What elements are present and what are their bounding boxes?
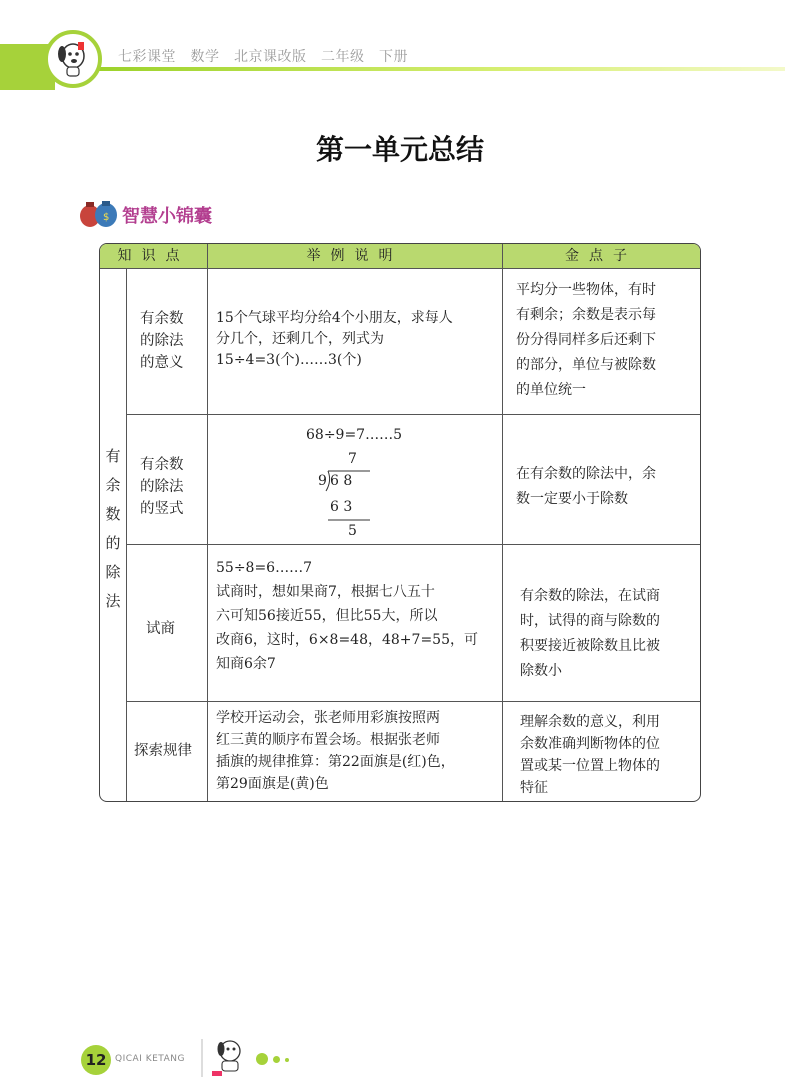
row2-topic-line: 有余数 xyxy=(140,457,184,473)
tip-line: 时，试得的商与除数的 xyxy=(520,613,660,629)
example-line: 改商6，这时，6×8=48，48+7=55，可 xyxy=(216,632,478,648)
tip-line: 有剩余；余数是表示每 xyxy=(516,307,656,323)
example-line: 六可知56接近55，但比55大，所以 xyxy=(216,608,438,624)
footer-dog-mascot-icon xyxy=(200,1035,256,1079)
row2-tip xyxy=(516,462,698,512)
tip-line: 在有余数的除法中，余 xyxy=(516,466,656,482)
tip-line: 平均分一些物体，有时 xyxy=(516,282,656,298)
row1-example xyxy=(216,308,500,371)
svg-text:$: $ xyxy=(103,212,110,223)
example-line: 15÷4=3(个)……3(个) xyxy=(216,352,362,368)
division-divisor: 9 xyxy=(318,473,327,489)
division-equation: 68÷9=7……5 xyxy=(306,427,402,443)
grid-line xyxy=(126,414,701,415)
example-line: 第29面旗是(黄)色 xyxy=(216,776,329,792)
tip-line: 除数小 xyxy=(520,663,562,679)
example-line: 学校开运动会，张老师用彩旗按照两 xyxy=(216,710,440,726)
row3-topic-line: 试商 xyxy=(146,621,175,637)
example-line: 试商时，想如果商7，根据七八五十 xyxy=(216,584,435,600)
row1-topic-line: 的除法 xyxy=(140,333,184,349)
footer-dot xyxy=(256,1053,268,1065)
grid-line xyxy=(126,544,701,545)
footer-brand: QICAI KETANG xyxy=(115,1054,185,1064)
summary-table xyxy=(99,243,701,802)
row4-topic-line: 探索规律 xyxy=(134,743,192,759)
tip-line: 份分得同样多后还剩下 xyxy=(516,332,656,348)
example-line: 插旗的规律推算：第22面旗是(红)色， xyxy=(216,754,455,770)
tip-line: 置或某一位置上物体的 xyxy=(520,758,660,774)
row3-topic xyxy=(146,618,206,640)
row3-tip xyxy=(520,584,700,684)
row2-topic-line: 的竖式 xyxy=(140,501,184,517)
division-product: 6 3 xyxy=(330,499,353,515)
header-tips: 金点子 xyxy=(565,248,637,264)
section-heading xyxy=(78,196,278,230)
grid-line xyxy=(126,268,127,802)
division-remainder: 5 xyxy=(348,523,357,539)
grid-line xyxy=(502,244,503,802)
row2-topic-line: 的除法 xyxy=(140,479,184,495)
tip-line: 特征 xyxy=(520,780,548,796)
header-knowledge-point: 知识点 xyxy=(117,248,190,264)
row2-topic xyxy=(140,454,204,520)
example-line: 红三黄的顺序布置会场。根据张老师 xyxy=(216,732,440,748)
tip-line: 的单位统一 xyxy=(516,382,586,398)
division-bracket xyxy=(290,427,430,542)
tip-line: 数一定要小于除数 xyxy=(516,491,628,507)
example-line: 知商6余7 xyxy=(216,656,276,672)
grid-line xyxy=(207,244,208,802)
dog-mascot-icon xyxy=(48,34,98,84)
tip-line: 有余数的除法，在试商 xyxy=(520,588,660,604)
row1-topic-line: 的意义 xyxy=(140,355,184,371)
row4-tip xyxy=(520,711,700,799)
header-example: 举例说明 xyxy=(306,248,403,264)
tip-line: 积要接近被除数且比被 xyxy=(520,638,660,654)
row1-tip xyxy=(516,278,698,403)
row1-topic xyxy=(140,308,204,374)
section-title: 智慧小锦囊 xyxy=(122,206,212,227)
category-cell xyxy=(100,268,126,801)
category-label: 有余数的除法 xyxy=(103,447,122,622)
footer-dot xyxy=(273,1056,280,1063)
table-header-row xyxy=(100,244,700,269)
tip-line: 余数准确判断物体的位 xyxy=(520,736,660,752)
brocade-bag-icon xyxy=(78,196,120,230)
header-bar xyxy=(95,67,785,71)
row1-topic-line: 有余数 xyxy=(140,311,184,327)
row2-example xyxy=(290,427,430,542)
page-title: 第一单元总结 xyxy=(315,133,484,166)
row4-example xyxy=(216,707,500,795)
grid-line xyxy=(126,701,701,702)
tip-line: 理解余数的意义，利用 xyxy=(520,714,660,730)
header-mascot-badge xyxy=(44,30,102,88)
example-line: 55÷8=6……7 xyxy=(216,560,312,576)
header-title: 七彩课堂 数学 北京课改版 二年级 下册 xyxy=(118,49,408,65)
division-quotient: 7 xyxy=(348,451,357,467)
row3-example xyxy=(216,556,500,676)
footer-dot xyxy=(285,1058,289,1062)
tip-line: 的部分，单位与被除数 xyxy=(516,357,656,373)
row4-topic xyxy=(134,740,206,762)
example-line: 分几个，还剩几个，列式为 xyxy=(216,331,384,347)
division-dividend: 6 8 xyxy=(330,473,353,489)
page-number: 12 xyxy=(81,1045,111,1075)
example-line: 15个气球平均分给4个小朋友，求每人 xyxy=(216,310,453,326)
